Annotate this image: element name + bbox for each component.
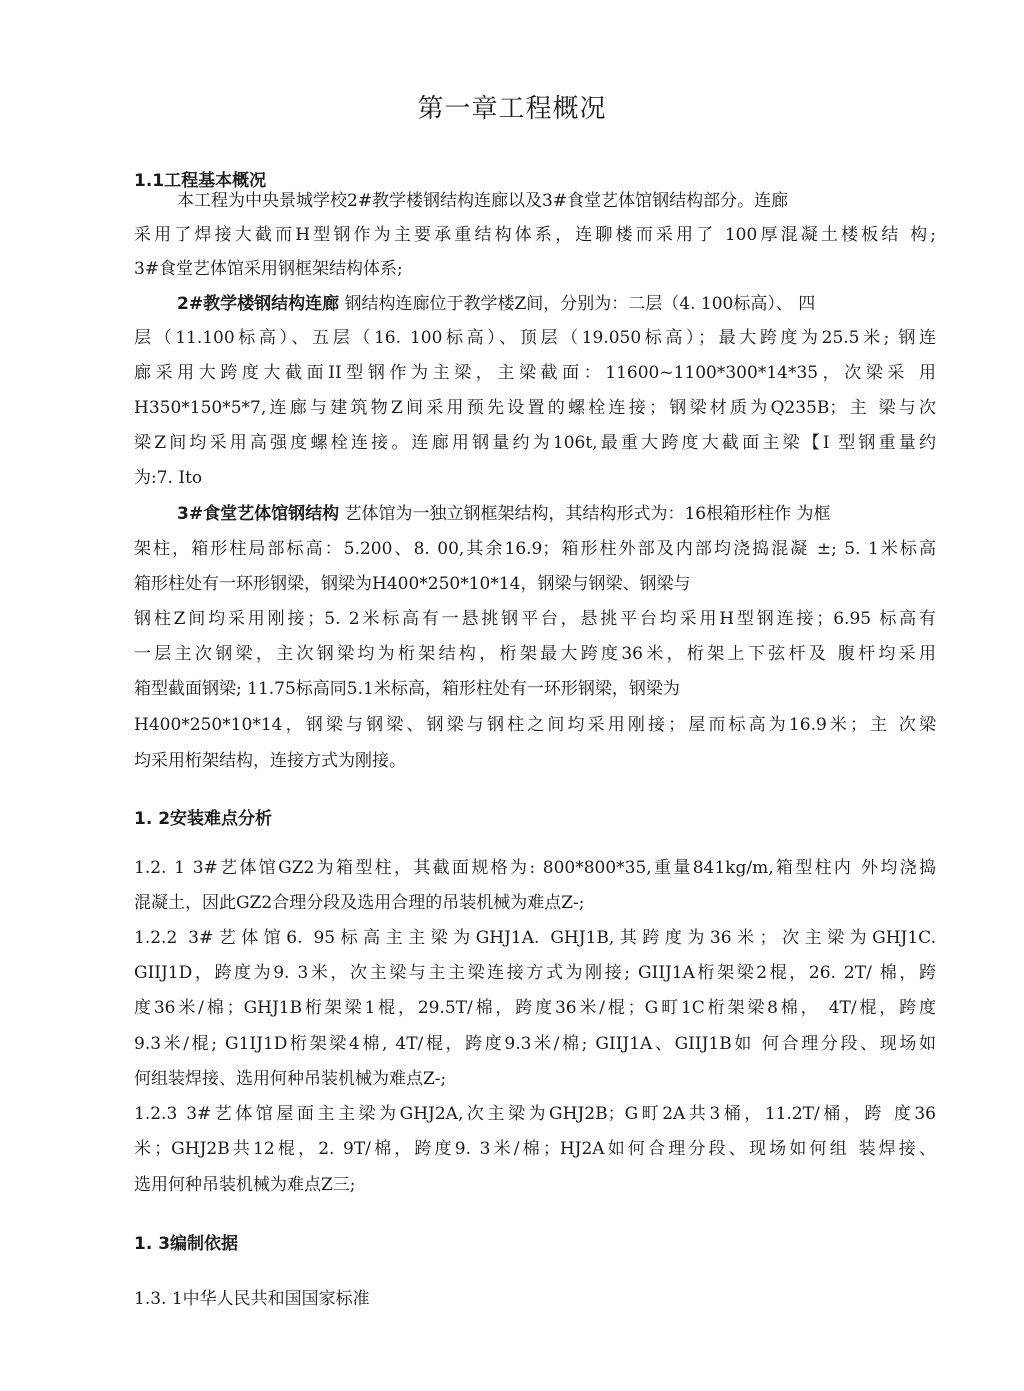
paragraph-line: 米；GHJ2B共12棍，2. 9T/棉，跨度9. 3米/棉；HJ2A如何合理分段、现场如何组 装焊接、: [134, 1139, 936, 1159]
paragraph-line: 为:7. Ito: [134, 468, 203, 488]
paragraph-line: GIIJ1D，跨度为9. 3米，次主梁与主主梁连接方式为刚接; GIIJ1A桁架梁2棍，26. 2T/ 棉，跨: [134, 963, 936, 983]
paragraph-line: 度36米/棉；GHJ1B桁架梁1棍，29.5T/棉，跨度36米/棍；G町1C桁架梁8棉， 4T/棍，跨度: [134, 998, 936, 1018]
paragraph-line: 1.2.2 3#艺体馆6. 95标高主主梁为GHJ1A. GHJ1B,其跨度为36米；次主梁为GHJ1C.: [134, 928, 936, 948]
paragraph-line: 1.2. 1 3#艺体馆GZ2为箱型柱，其截面规格为: 800*800*35,重量841kg/m,箱型柱内 外均浇捣: [134, 858, 936, 878]
paragraph-line: 采用了焊接大截而H型钢作为主要承重结构体系，连聊楼而采用了 100厚混凝土楼板结 构;: [134, 225, 936, 245]
paragraph-line: 钢柱Z间均采用刚接；5. 2米标高有一悬挑钢平台，悬挑平台均采用H型钢连接；6.95 标高有: [134, 609, 936, 629]
subsection-label-corridor: 2#教学楼钢结构连廊: [177, 294, 340, 314]
paragraph-line: H400*250*10*14，钢梁与钢梁、钢梁与钢柱之间均采用刚接；屋而标高为16.9米；主 次梁: [134, 715, 936, 735]
paragraph-line: 均采用桁架结构，连接方式为刚接。: [134, 751, 406, 771]
section-heading-1-1: 1.1工程基本概况: [134, 171, 267, 191]
section-heading-1-3: 1. 3编制依据: [134, 1234, 239, 1254]
paragraph-line: 一层主次钢梁，主次钢梁均为桁架结构，桁架最大跨度36米，桁架上下弦杆及 腹杆均采用: [134, 644, 936, 664]
paragraph-text: 钢结构连廊位于教学楼Z间，分别为：二层（4. 100标高）、 四: [339, 294, 816, 314]
paragraph-line: 1.3. 1中华人民共和国国家标准: [134, 1289, 370, 1309]
paragraph-line: 本工程为中央景城学校2#教学楼钢结构连廊以及3#食堂艺体馆钢结构部分。连廊: [177, 191, 789, 211]
paragraph-line: 3#食堂艺体馆采用钢框架结构体系;: [134, 259, 403, 279]
paragraph-text: 艺体馆为一独立钢框架结构，其结构形式为：16根箱形柱作 为框: [339, 504, 831, 524]
paragraph-line: 9.3米/棍; G1IJ1D桁架梁4棉, 4T/棍，跨度9.3米/棉; GIIJ1A、GIIJ1B如 何合理分段、现场如: [134, 1034, 936, 1054]
paragraph-line: 廊采用大跨度大截面II型钢作为主梁，主梁截面：11600~1100*300*14*35，次梁采 用: [134, 363, 936, 383]
chapter-title: 第一章工程概况: [417, 94, 607, 124]
paragraph-line: 1.2.3 3#艺体馆屋面主主梁为GHJ2A,次主梁为GHJ2B；G町2A共3桶，11.2T/桶，跨 度36: [134, 1104, 936, 1124]
paragraph-line: 箱形柱处有一环形钢梁，钢梁为H400*250*10*14，钢梁与钢梁、钢梁与: [134, 574, 691, 594]
paragraph-line: 架柱，箱形柱局部标高：5.200、8. 00,其余16.9；箱形柱外部及内部均浇捣混凝 ±; 5. 1米标高: [134, 539, 936, 559]
subsection-label-gym: 3#食堂艺体馆钢结构: [177, 504, 340, 524]
paragraph-line: 混凝土，因此GZ2合理分段及选用合理的吊装机械为难点Z-;: [134, 893, 585, 913]
paragraph-line: [177, 293, 936, 315]
paragraph-line: 箱型截面钢梁; 11.75标高同5.1米标高，箱形柱处有一环形钢梁，钢梁为: [134, 679, 680, 699]
section-heading-1-2: 1. 2安装难点分析: [134, 809, 273, 829]
paragraph-line: [177, 503, 936, 525]
paragraph-line: 层（11.100标高）、五层（16. 100标高）、顶层（19.050标高）；最大跨度为25.5米; 钢连: [134, 328, 936, 348]
paragraph-line: 何组装焊接、选用何种吊装机械为难点Z-;: [134, 1069, 447, 1089]
paragraph-line: 梁Z间均采用高强度螺栓连接。连廊用钢量约为106t,最重大跨度大截面主梁【I 型钢重量约: [134, 433, 936, 453]
paragraph-line: 选用何种吊装机械为难点Z三;: [134, 1175, 356, 1195]
paragraph-line: H350*150*5*7,连廊与建筑物Z间采用预先设置的螺栓连接；钢梁材质为Q235B；主 梁与次: [134, 398, 936, 418]
